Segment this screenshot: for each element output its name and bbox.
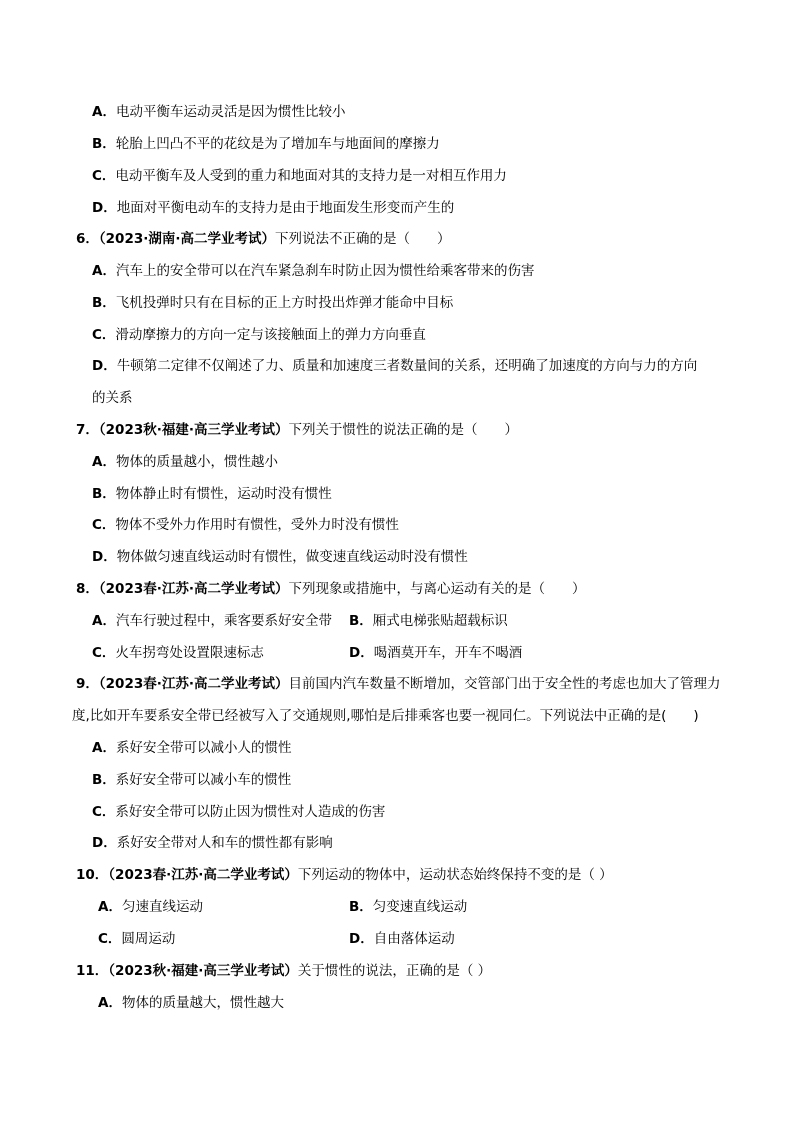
option-text: 系好安全带对人和车的惯性都有影响	[116, 835, 333, 851]
q10-option-a	[98, 897, 203, 917]
q9-option-a	[92, 738, 291, 758]
option-text: 牛顿第二定律不仅阐述了力、质量和加速度三者数量间的关系，还明确了加速度的方向与力的方向	[116, 358, 698, 374]
question-text: 下列说法不正确的是（ ）	[275, 231, 451, 247]
option-text: 物体的质量越大，惯性越大	[121, 995, 284, 1011]
option-letter: C．	[98, 931, 122, 947]
question-text: 度,比如开车要系安全带已经被写入了交通规则,哪怕是后排乘客也要一视同仁。下列说法中正确的是( )	[72, 708, 699, 724]
option-letter: C．	[92, 168, 116, 184]
option-text: 物体静止时有惯性，运动时没有惯性	[115, 486, 332, 502]
option-letter: D．	[92, 358, 117, 374]
question-source: （2023秋·福建·高三学业考试）	[108, 963, 298, 979]
option-letter: A．	[92, 454, 116, 470]
q6-option-a	[92, 261, 534, 281]
option-letter: D．	[92, 549, 117, 565]
q10-option-c	[98, 929, 175, 949]
question-source: （2023春·江苏·高二学业考试）	[98, 676, 289, 692]
q8-option-c	[92, 643, 264, 663]
option-letter: B．	[92, 772, 116, 788]
option-text: 喝酒莫开车，开车不喝酒	[373, 645, 523, 661]
option-text: 系好安全带可以减小车的惯性	[115, 772, 292, 788]
question-source: （2023春·江苏·高二学业考试）	[98, 581, 289, 597]
q6-option-c	[92, 325, 426, 345]
option-text: 自由落体运动	[373, 931, 455, 947]
option-text: 飞机投弹时只有在目标的正上方时投出炸弹才能命中目标	[115, 295, 454, 311]
q9-option-d	[92, 833, 333, 853]
q6-stem	[76, 229, 451, 249]
option-text: 汽车行驶过程中，乘客要系好安全带	[115, 613, 332, 629]
option-letter: D．	[92, 835, 117, 851]
q10-option-d	[349, 929, 455, 949]
option-letter: A．	[92, 613, 116, 629]
option-letter: C．	[92, 645, 116, 661]
q7-option-c	[92, 515, 399, 535]
question-text: 下列关于惯性的说法正确的是（ ）	[288, 422, 518, 438]
option-text: 系好安全带可以减小人的惯性	[115, 740, 292, 756]
question-source: （2023春·江苏·高二学业考试）	[108, 867, 298, 883]
q9-option-c	[92, 802, 385, 822]
q8-option-a	[92, 611, 332, 631]
q8-option-b	[349, 611, 508, 631]
question-text: 下列运动的物体中，运动状态始终保持不变的是（ ）	[297, 867, 613, 883]
q6-option-b	[92, 293, 453, 313]
q5-option-d	[92, 198, 454, 218]
question-number: 10．	[76, 867, 109, 883]
q10-stem	[76, 865, 613, 885]
question-text: 目前国内汽车数量不断增加，交管部门出于安全性的考虑也加大了管理力	[288, 676, 721, 692]
option-text: 滑动摩擦力的方向一定与该接触面上的弹力方向垂直	[115, 327, 426, 343]
option-letter: C．	[92, 327, 116, 343]
q8-stem	[76, 579, 586, 599]
question-text: 下列现象或措施中，与离心运动有关的是（ ）	[288, 581, 586, 597]
option-letter: A．	[98, 899, 122, 915]
q5-option-b	[92, 134, 440, 154]
q7-option-a	[92, 452, 278, 472]
option-text: 地面对平衡电动车的支持力是由于地面发生形变而产生的	[116, 200, 455, 216]
option-text: 物体做匀速直线运动时有惯性，做变速直线运动时没有惯性	[116, 549, 468, 565]
option-letter: A．	[98, 995, 122, 1011]
q5-option-a	[92, 102, 345, 122]
option-letter: B．	[92, 295, 116, 311]
option-letter: C．	[92, 517, 116, 533]
question-number: 7．	[76, 422, 99, 438]
option-text: 圆周运动	[121, 931, 176, 947]
option-letter: D．	[349, 645, 374, 661]
option-letter: A．	[92, 104, 116, 120]
q6-option-d-continued	[92, 388, 133, 408]
option-text: 厢式电梯张贴超载标识	[372, 613, 508, 629]
question-source: （2023秋·福建·高三学业考试）	[98, 422, 289, 438]
option-letter: D．	[92, 200, 117, 216]
option-text: 物体的质量越小，惯性越小	[115, 454, 278, 470]
option-letter: A．	[92, 740, 116, 756]
option-letter: B．	[349, 613, 373, 629]
q8-option-d	[349, 643, 522, 663]
question-number: 8．	[76, 581, 99, 597]
option-text: 汽车上的安全带可以在汽车紧急刹车时防止因为惯性给乘客带来的伤害	[115, 263, 535, 279]
q11-stem	[76, 961, 491, 981]
question-text: 关于惯性的说法，正确的是（ ）	[297, 963, 492, 979]
q9-stem-line1	[76, 674, 721, 694]
q7-option-b	[92, 484, 332, 504]
option-text: 物体不受外力作用时有惯性，受外力时没有惯性	[115, 517, 399, 533]
q7-stem	[76, 420, 518, 440]
q10-option-b	[349, 897, 467, 917]
option-text: 电动平衡车运动灵活是因为惯性比较小	[115, 104, 346, 120]
option-text: 的关系	[92, 390, 133, 406]
question-number: 6．	[76, 231, 99, 247]
option-text: 匀速直线运动	[121, 899, 203, 915]
option-text: 系好安全带可以防止因为惯性对人造成的伤害	[115, 804, 386, 820]
question-source: （2023·湖南·高二学业考试）	[98, 231, 275, 247]
option-letter: C．	[92, 804, 116, 820]
option-letter: B．	[92, 486, 116, 502]
option-text: 电动平衡车及人受到的重力和地面对其的支持力是一对相互作用力	[115, 168, 507, 184]
question-number: 11．	[76, 963, 109, 979]
option-letter: B．	[349, 899, 373, 915]
option-text: 轮胎上凹凸不平的花纹是为了增加车与地面间的摩擦力	[115, 136, 440, 152]
option-letter: D．	[349, 931, 374, 947]
question-number: 9．	[76, 676, 99, 692]
option-letter: B．	[92, 136, 116, 152]
option-letter: A．	[92, 263, 116, 279]
q7-option-d	[92, 547, 468, 567]
q6-option-d	[92, 356, 697, 376]
option-text: 火车拐弯处设置限速标志	[115, 645, 264, 661]
q5-option-c	[92, 166, 507, 186]
q9-stem-line2	[72, 706, 699, 726]
q9-option-b	[92, 770, 291, 790]
q11-option-a	[98, 993, 284, 1013]
option-text: 匀变速直线运动	[372, 899, 468, 915]
